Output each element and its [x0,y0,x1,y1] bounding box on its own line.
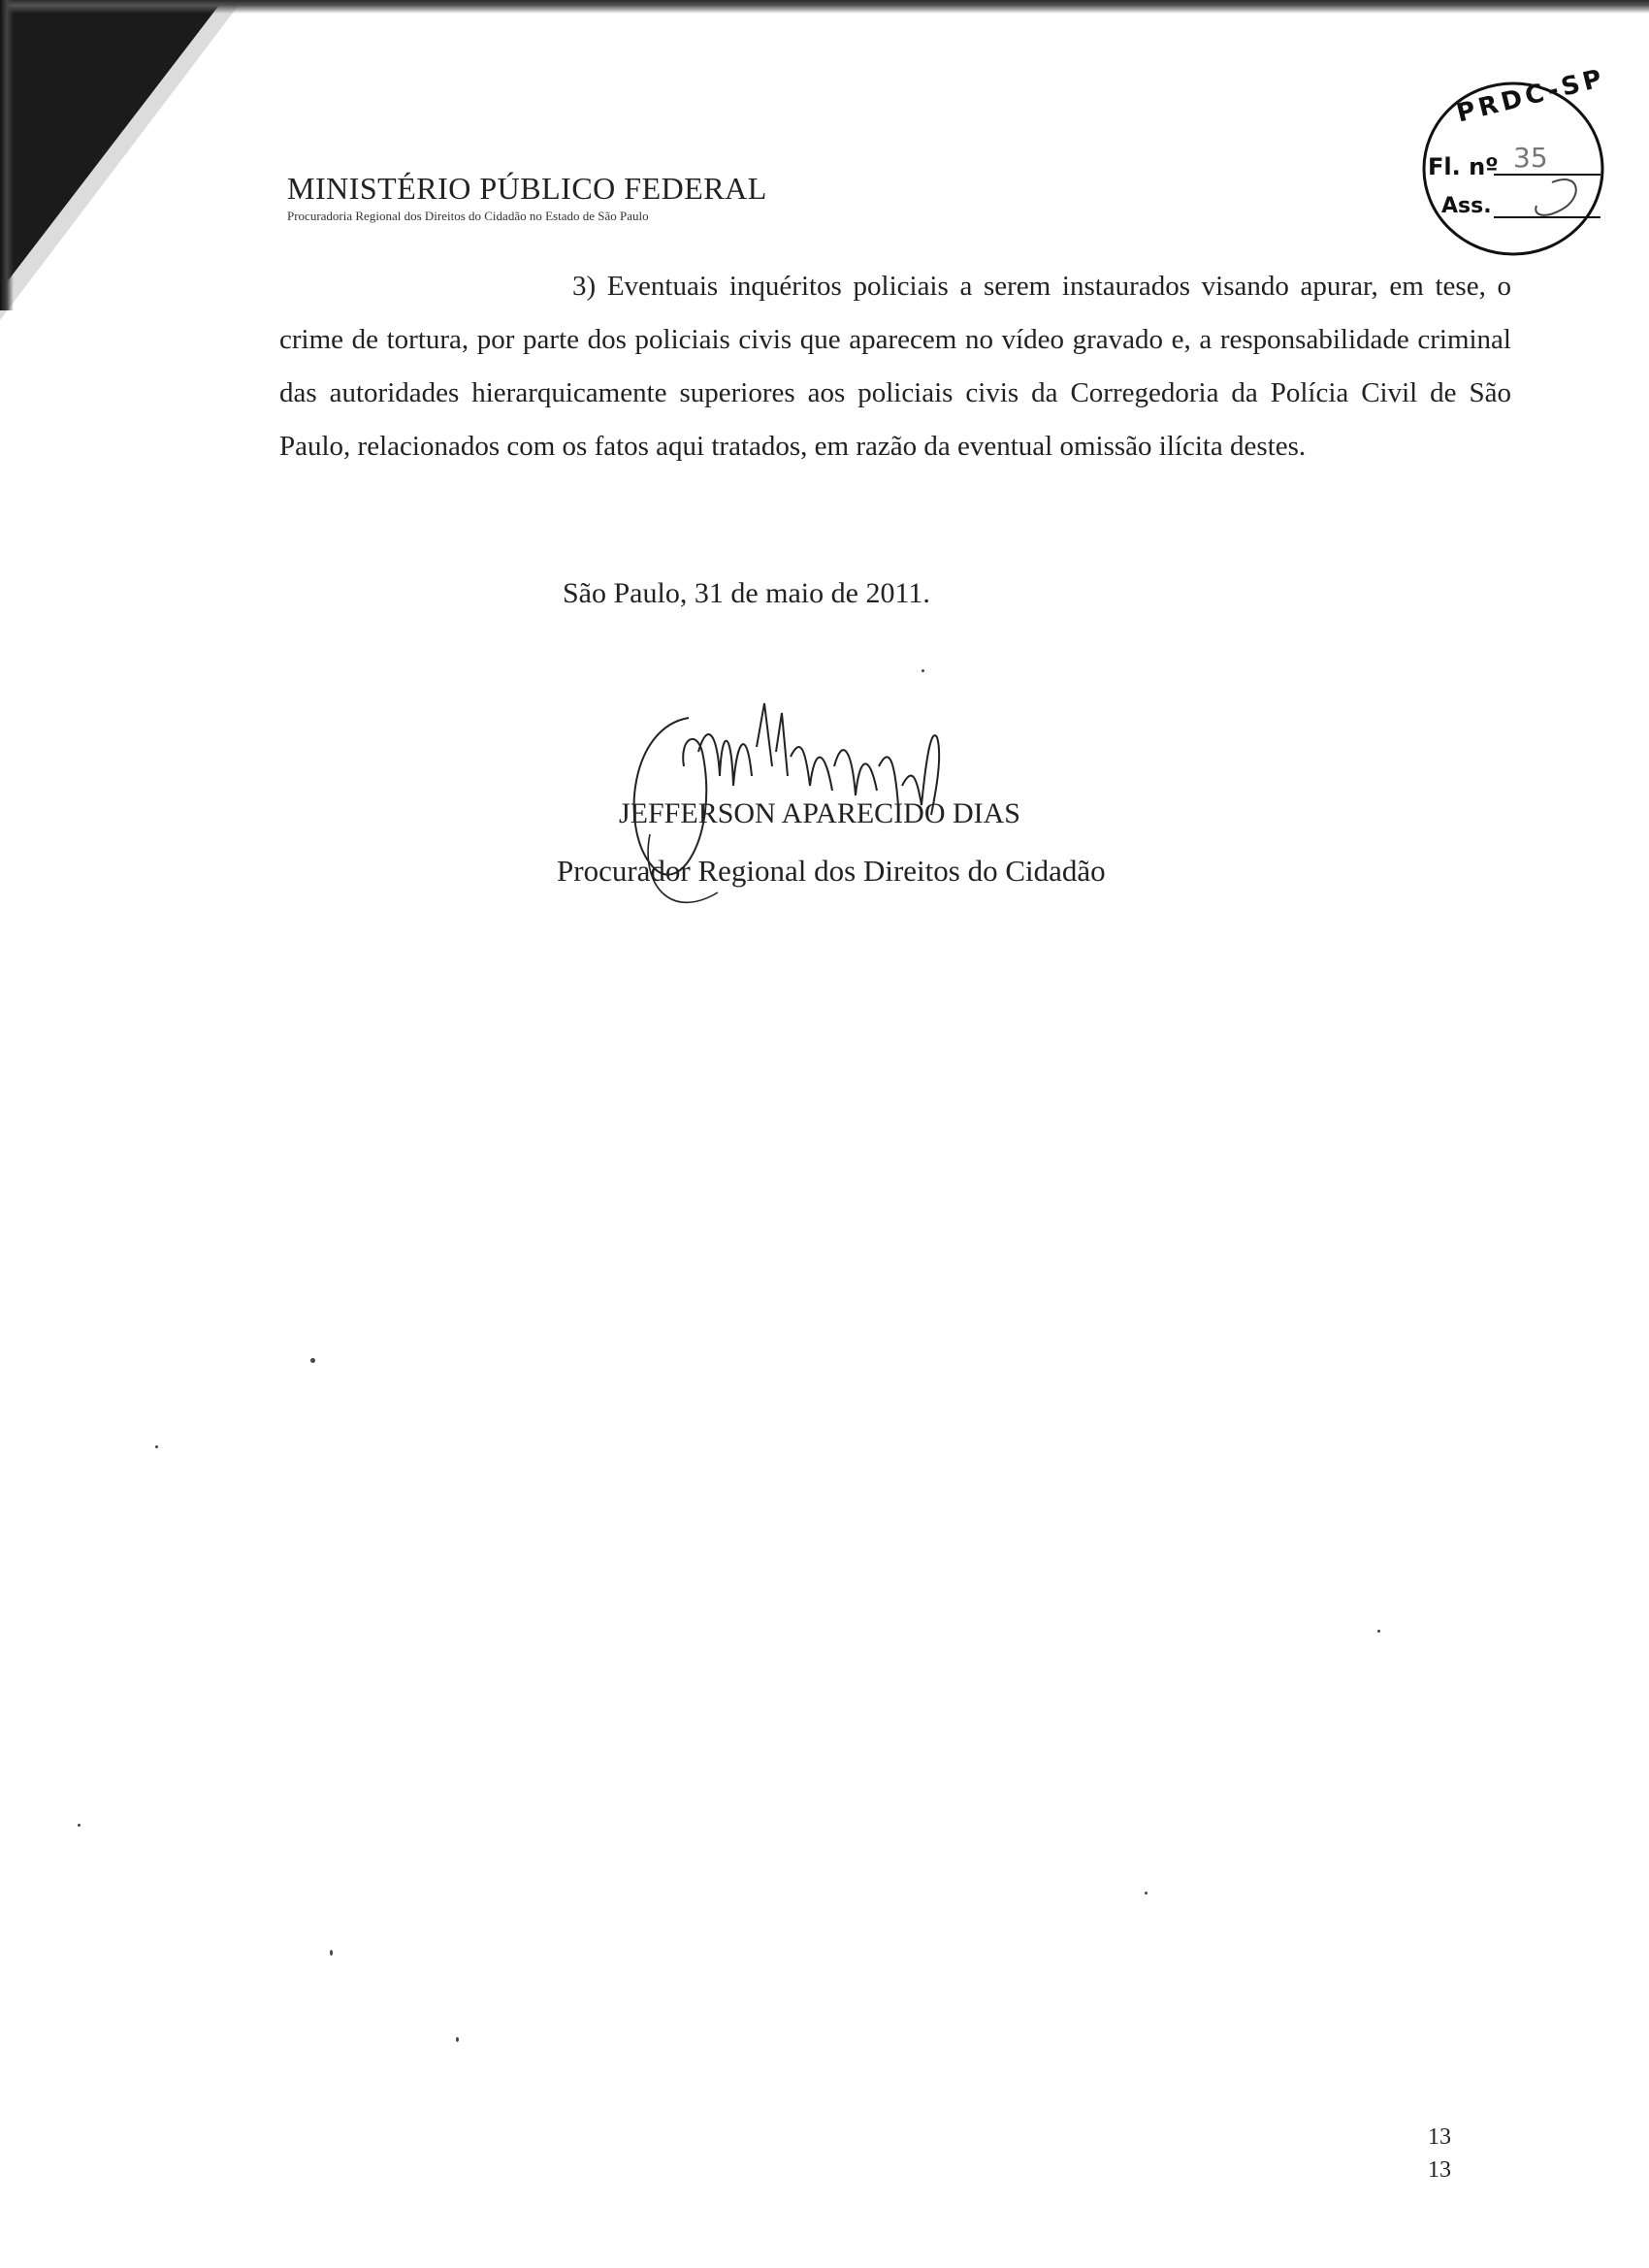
scan-speck [1145,1892,1148,1895]
scan-speck [78,1824,81,1827]
scan-edge-top [0,0,1649,14]
stamp-folio-number: 35 [1513,142,1548,174]
stamp-signature-label: Ass. [1441,194,1492,218]
document-body [279,260,1511,473]
scan-dark-corner [0,0,223,291]
scan-speck [1377,1630,1380,1633]
stamp-org: PRDC-SP [1453,63,1609,129]
institution-title: MINISTÉRIO PÚBLICO FEDERAL [287,171,767,206]
date-line: São Paulo, 31 de maio de 2011. [563,577,930,609]
scan-speck [310,1358,315,1363]
scan-edge-left [0,0,14,310]
scan-speck [456,2037,459,2042]
stamp-folio-label: Fl. nº [1428,153,1499,180]
signer-name: JEFFERSON APARECIDO DIAS [619,797,1020,829]
document-header [287,171,767,224]
paragraph-item-3: 3) Eventuais inquéritos policiais a serem instaurados visando apurar, em tese, o crime de tortura, por parte dos policiais civis que aparecem no vídeo gravado e, a responsabilidade criminal das autoridades hierarquicamente superiores aos policiais civis da Corregedoria da Polícia Civil de São Paulo, relacionados com os fatos aqui tratados, em razão da eventual omissão ilícita destes. [279,271,1511,462]
page-number: 13 [1428,2124,1451,2150]
institution-subtitle: Procuradoria Regional dos Direitos do Cidadão no Estado de São Paulo [287,209,649,223]
folio-stamp [1416,63,1610,264]
signer-role: Procurador Regional dos Direitos do Cidadão [557,854,1106,888]
page-number: 13 [1428,2157,1451,2183]
scan-speck [330,1950,333,1956]
scan-speck [922,669,924,672]
scan-speck [155,1445,158,1448]
